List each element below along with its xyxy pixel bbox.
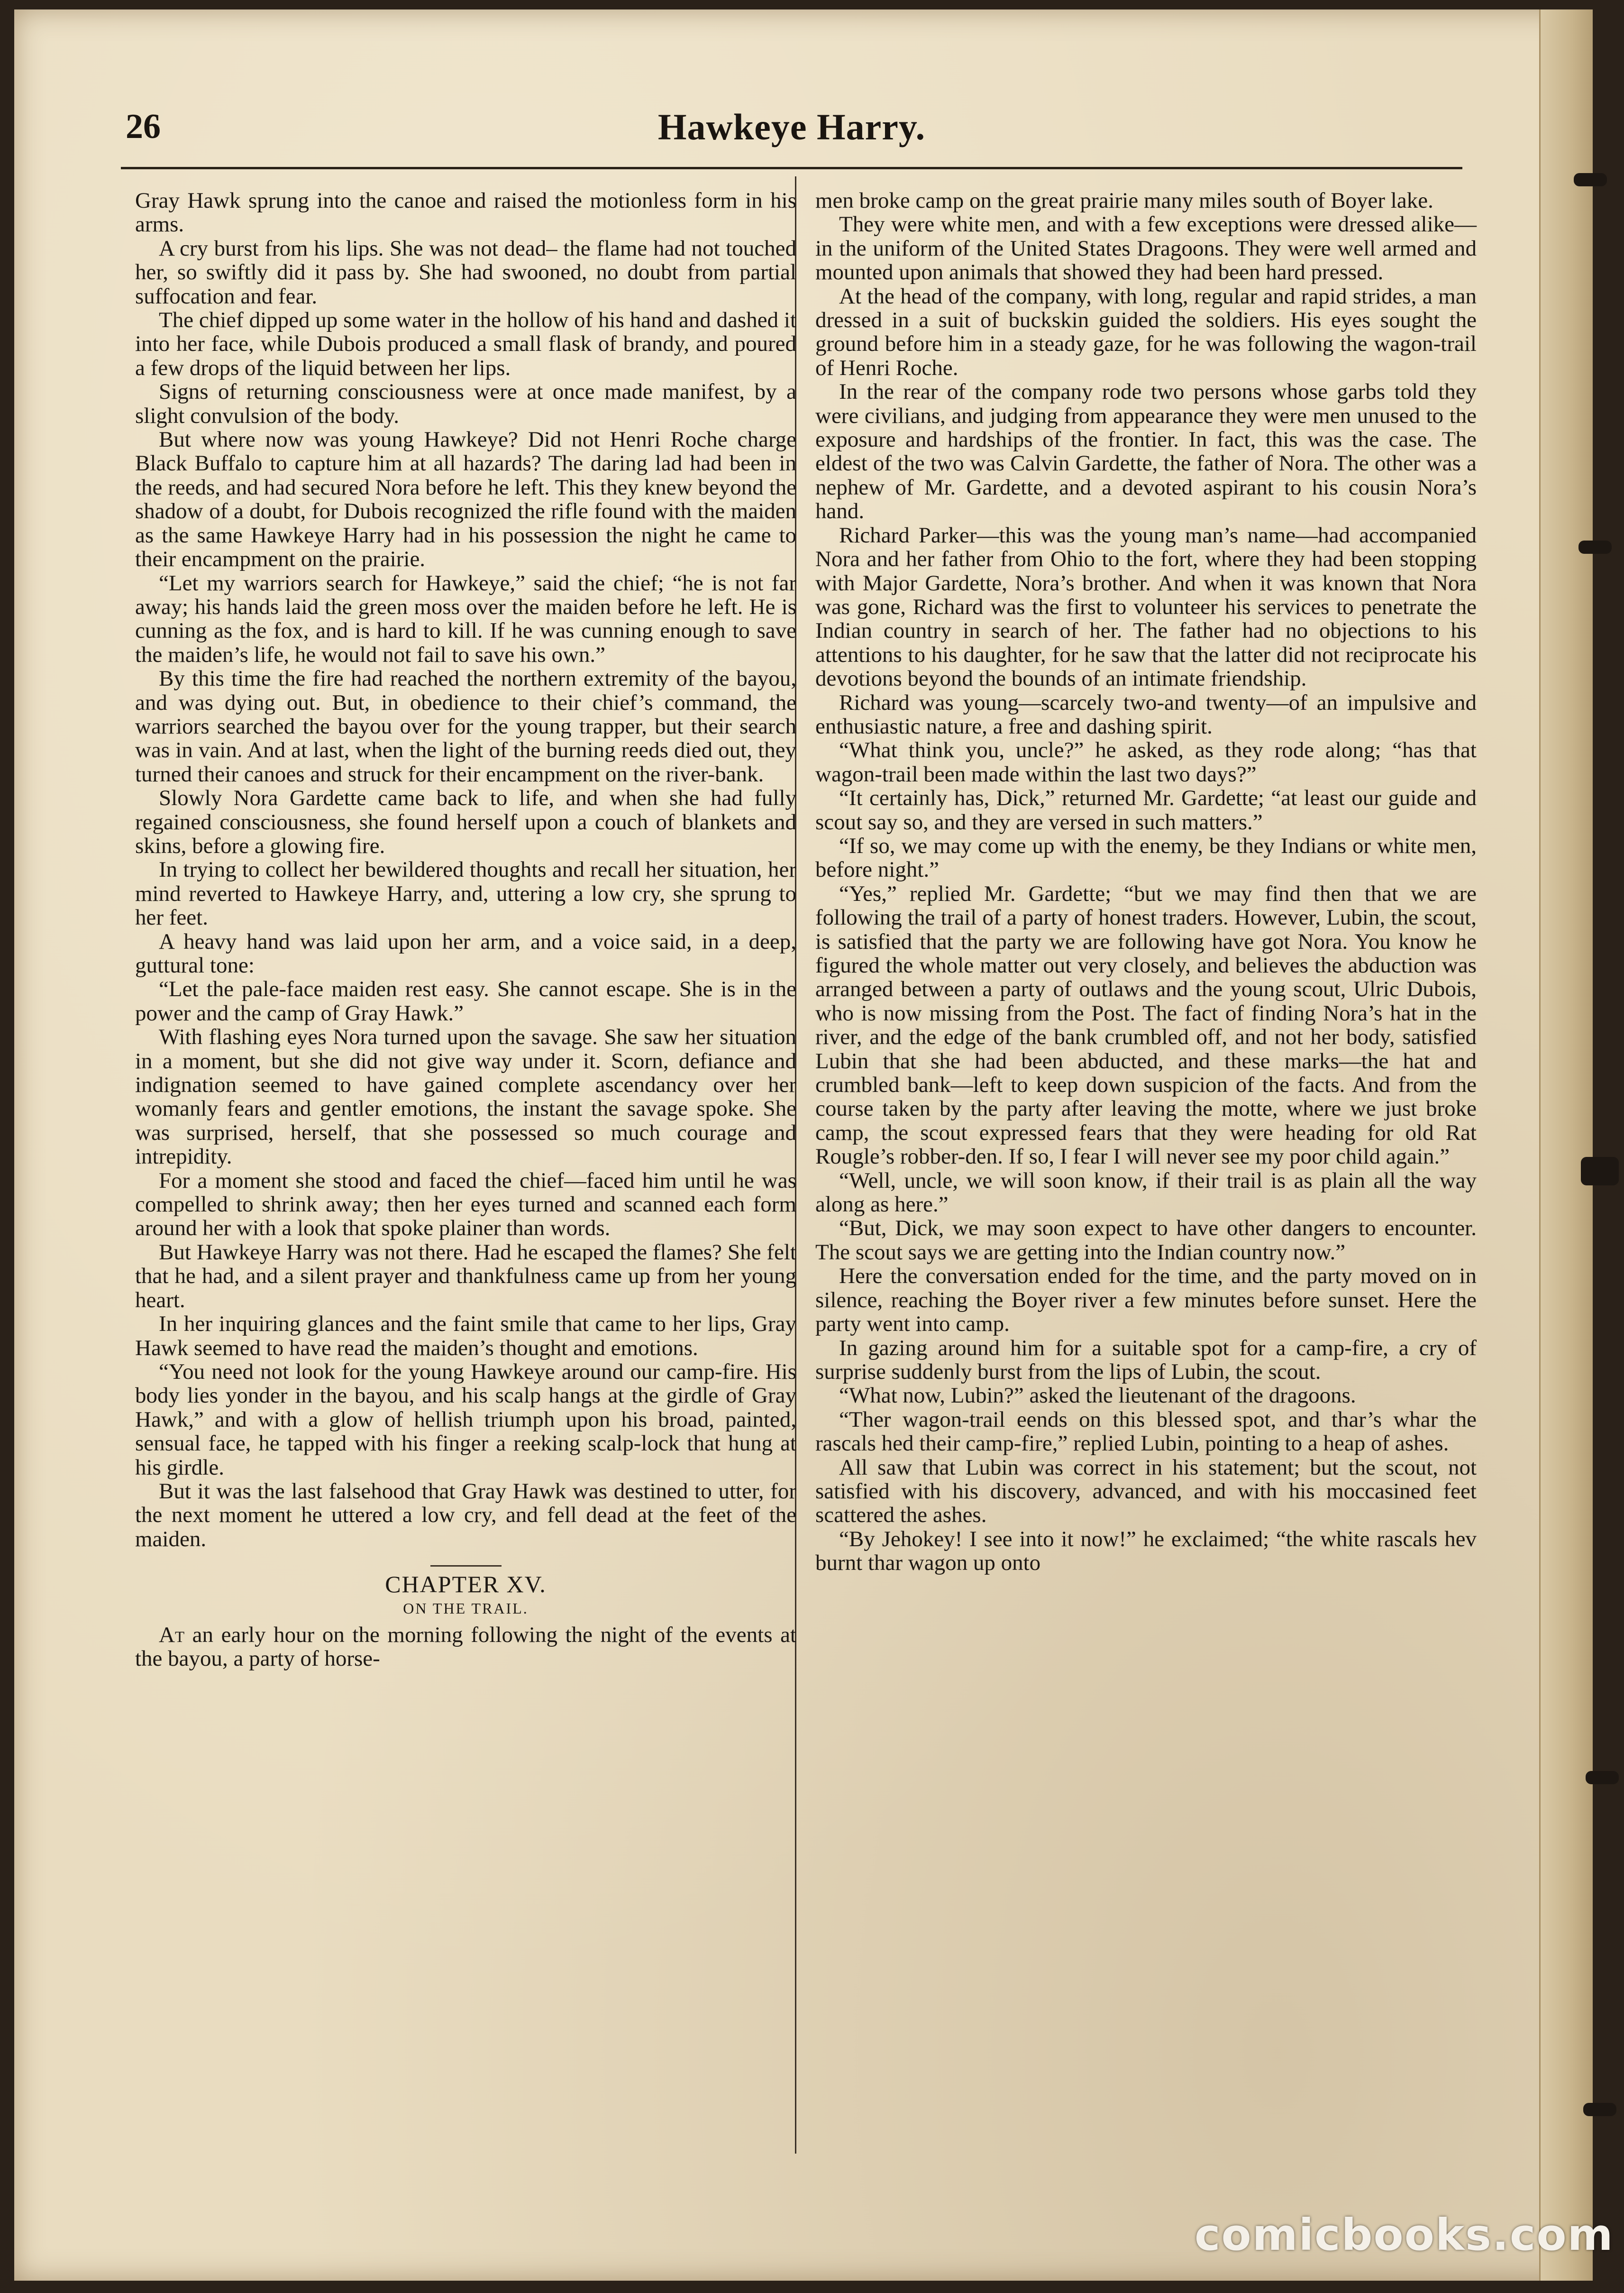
left-column (135, 189, 796, 1671)
binding-hole (1574, 173, 1607, 186)
paragraph: But Hawkeye Harry was not there. Had he escaped the flames? She felt that he had, and a silent prayer and thankfulness came up from her young heart. (135, 1239, 796, 1312)
paragraph: By this time the fire had reached the northern extremity of the bayou, and was dying out. But, in obedience to their chief’s command, the warriors searched the bayou over for the young trapper, but their search was in vain. And at last, when the light of the burning reeds died out, they turned their canoes and struck for their encampment on the river-bank. (135, 666, 796, 787)
paragraph: Gray Hawk sprung into the canoe and raised the motionless form in his arms. (135, 188, 796, 237)
paragraph: With flashing eyes Nora turned upon the savage. She saw her situation in a moment, but she did not give way under it. Scorn, defiance and indignation seemed to have gained complete ascendancy over her womanly fears and gentler emotions, the instant the savage spoke. She was surprised, herself, that she possessed so much courage and intrepidity. (135, 1025, 796, 1169)
paragraph: For a moment she stood and faced the chief—faced him until he was compelled to shrink away; then her eyes turned and scanned each form around her with a look that spoke plainer than words. (135, 1168, 796, 1241)
paragraph: “Well, uncle, we will soon know, if their trail is as plain all the way along as here.” (815, 1168, 1477, 1217)
paragraph: “Let the pale-face maiden rest easy. She cannot escape. She is in the power and the camp of Gray Hawk.” (135, 977, 796, 1026)
paragraph: In her inquiring glances and the faint smile that came to her lips, Gray Hawk seemed to have read the maiden’s thought and emotions. (135, 1312, 796, 1360)
paragraph: The chief dipped up some water in the hollow of his hand and dashed it into her face, while Dubois produced a small flask of brandy, and poured a few drops of the liquid between her lips. (135, 308, 796, 380)
paragraph: “Ther wagon-trail eends on this blessed spot, and thar’s whar the rascals hed their camp-fire,” replied Lubin, pointing to a heap of ashes. (815, 1407, 1477, 1456)
paragraph: “What think you, uncle?” he asked, as they rode along; “has that wagon-trail been made within the last two days?” (815, 738, 1477, 787)
paragraph: Slowly Nora Gardette came back to life, and when she had fully regained consciousness, she found herself upon a couch of blankets and skins, before a glowing fire. (135, 786, 796, 858)
paragraph: “But, Dick, we may soon expect to have other dangers to encounter. The scout says we are getting into the Indian country now.” (815, 1216, 1477, 1265)
paragraph: Richard Parker—this was the young man’s name—had accompanied Nora and her father from Ohio to the fort, where they had been stopping with Major Gardette, Nora’s brother. And when it was known that Nora was gone, Richard was the first to volunteer his services to penetrate the Indian country in search of her. The father had no objections to his attentions to his daughter, for he saw that the latter did not reciprocate his devotions beyond the bounds of an intimate friendship. (815, 523, 1477, 691)
paragraph: At the head of the company, with long, regular and rapid strides, a man dressed in a suit of buckskin guided the soldiers. His eyes sought the ground before him in a steady gaze, for he was following the wagon-trail of Henri Roche. (815, 284, 1477, 380)
paragraph: Signs of returning consciousness were at once made manifest, by a slight convulsion of the body. (135, 379, 796, 428)
header-rule (121, 167, 1462, 169)
binding-hole (1583, 2103, 1616, 2116)
paragraph: All saw that Lubin was correct in his statement; but the scout, not satisfied with his discovery, advanced, and with his moccasined feet scattered the ashes. (815, 1455, 1477, 1528)
paragraph: “What now, Lubin?” asked the lieutenant of the dragoons. (839, 1383, 1356, 1408)
page-title: Hawkeye Harry. (657, 106, 926, 147)
page-number: 26 (126, 107, 161, 146)
binding-hole (1586, 1771, 1619, 1784)
right-column (815, 189, 1477, 1575)
paragraph: Here the conversation ended for the time, and the party moved on in silence, reaching the Boyer river a few minutes before sunset. Here the party went into camp. (815, 1264, 1477, 1337)
paragraph: “Yes,” replied Mr. Gardette; “but we may find then that we are following the trail of a party of honest traders. However, Lubin, the scout, is satisfied that the party we are following have got Nora. You know he figured the whole matter out very closely, and believes the abduction was arranged between a party of outlaws and the young scout, Ulric Dubois, who is now missing from the Post. The fact of finding Nora’s hat in the river, and the edge of the bank crumbled off, and not her body, satisfied Lubin that she had been abducted, and these marks—the hat and crumbled bank—left to keep down suspicion of the facts. And from the course taken by the party after leaving the motte, where we just broke camp, the scout expressed fears that they were heading for old Rat Rougle’s robber-den. If so, I fear I will never see my poor child again.” (815, 881, 1477, 1169)
watermark: comicbooks.com (1195, 2210, 1614, 2260)
chapter-rule (430, 1565, 502, 1567)
chapter-first-word: At (159, 1622, 185, 1647)
paragraph: “It certainly has, Dick,” returned Mr. Gardette; “at least our guide and scout say so, and they are versed in such matters.” (815, 786, 1477, 835)
paragraph: But it was the last falsehood that Gray Hawk was destined to utter, for the next moment he uttered a low cry, and fell dead at the feet of the maiden. (135, 1478, 796, 1551)
paragraph: “If so, we may come up with the enemy, be they Indians or white men, before night.” (815, 833, 1477, 882)
paragraph: In gazing around him for a suitable spot for a camp-fire, a cry of surprise suddenly burst from the lips of Lubin, the scout. (815, 1335, 1477, 1384)
paragraph: In the rear of the company rode two persons whose garbs told they were civilians, and judging from appearance they were men unused to the exposure and hardships of the frontier. In fact, this was the case. The eldest of the two was Calvin Gardette, the father of Nora. The other was a nephew of Mr. Gardette, and a devoted aspirant to his cousin Nora’s hand. (815, 379, 1477, 524)
paragraph: “By Jehokey! I see into it now!” he exclaimed; “the white rascals hev burnt thar wagon up onto (815, 1526, 1477, 1576)
paragraph: A cry burst from his lips. She was not dead– the flame had not touched her, so swiftly did it pass by. She had swooned, no doubt from partial suffocation and fear. (135, 236, 796, 309)
paragraph: men broke camp on the great prairie many miles south of Boyer lake. (815, 188, 1433, 213)
left-column-text (135, 189, 796, 1551)
binding-hole (1581, 1157, 1619, 1185)
paragraph: They were white men, and with a few exceptions were dressed alike—in the uniform of the United States Dragoons. They were well armed and mounted upon animals that showed they had been hard pressed. (815, 212, 1477, 285)
paragraph: “You need not look for the young Hawkeye around our camp-fire. His body lies yonder in the bayou, and his scalp hangs at the girdle of Gray Hawk,” and with a glow of hellish triumph upon his broad, painted, sensual face, he tapped with his finger a reeking scalp-lock that hung at his girdle. (135, 1359, 796, 1480)
paragraph: Richard was young—scarcely two-and twenty—of an impulsive and enthusiastic nature, a free and dashing spirit. (815, 690, 1477, 739)
right-column-text (815, 189, 1477, 1575)
paragraph: In trying to collect her bewildered thoughts and recall her situation, her mind reverted to Hawkeye Harry, and, uttering a low cry, she sprung to her feet. (135, 857, 796, 930)
chapter-first-paragraph-text: an early hour on the morning following the night of the events at the bayou, a party of horse- (135, 1622, 796, 1671)
chapter-subtitle: ON THE TRAIL. (403, 1599, 529, 1617)
paragraph: “Let my warriors search for Hawkeye,” said the chief; “he is not far away; his hands laid the green moss over the maiden before he left. He is cunning as the fox, and is hard to kill. If he was cunning enough to save the maiden’s life, he would not fail to save his own.” (135, 570, 796, 667)
page-edge (1539, 9, 1593, 2281)
chapter-heading: CHAPTER XV. (385, 1571, 547, 1598)
paragraph: A heavy hand was laid upon her arm, and a voice said, in a deep, guttural tone: (135, 929, 796, 978)
binding-hole (1578, 541, 1612, 554)
page-header (121, 102, 1462, 154)
chapter-first-paragraph (135, 1623, 796, 1671)
paragraph: But where now was young Hawkeye? Did not Henri Roche charge Black Buffalo to capture him at all hazards? The daring lad had been in the reeds, and had secured Nora before he left. This they knew beyond the shadow of a doubt, for Dubois recognized the rifle found with the maiden as the same Hawkeye Harry had in his possession the night he came to their encampment on the prairie. (135, 427, 796, 572)
